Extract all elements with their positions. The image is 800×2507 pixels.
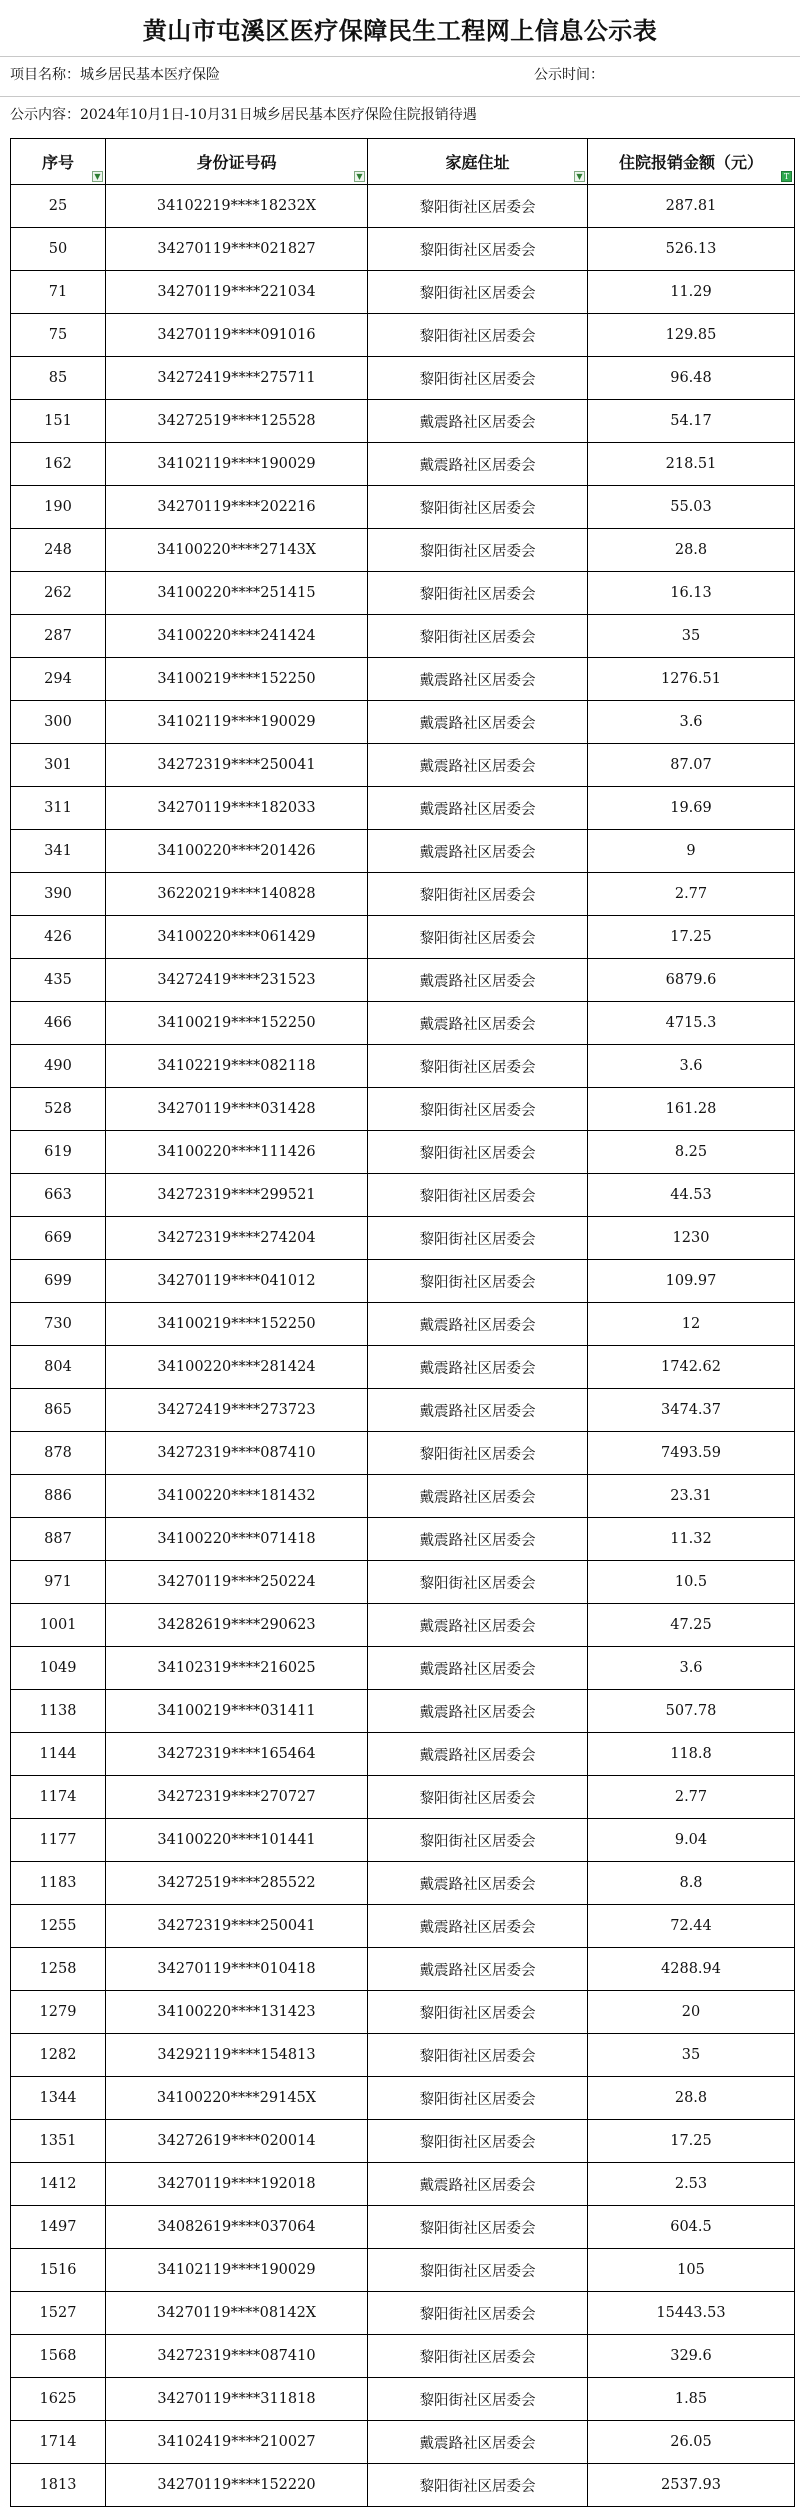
id-number-cell: 34272319****250041 <box>106 1905 368 1948</box>
address-cell: 黎阳街社区居委会 <box>368 271 588 314</box>
serial-cell: 1714 <box>11 2421 106 2464</box>
table-row <box>11 1475 795 1518</box>
table-row <box>11 1131 795 1174</box>
serial-cell: 1351 <box>11 2120 106 2163</box>
address-cell: 黎阳街社区居委会 <box>368 1045 588 1088</box>
id-number-cell: 34102119****190029 <box>106 443 368 486</box>
address-cell: 戴震路社区居委会 <box>368 787 588 830</box>
amount-cell: 1742.62 <box>588 1346 795 1389</box>
amount-cell: 3474.37 <box>588 1389 795 1432</box>
table-row <box>11 959 795 1002</box>
amount-cell: 9 <box>588 830 795 873</box>
address-cell: 戴震路社区居委会 <box>368 1475 588 1518</box>
address-cell: 黎阳街社区居委会 <box>368 1991 588 2034</box>
table-row <box>11 787 795 830</box>
amount-cell: 604.5 <box>588 2206 795 2249</box>
id-number-cell: 34100220****27143X <box>106 529 368 572</box>
amount-cell: 105 <box>588 2249 795 2292</box>
table-row <box>11 1733 795 1776</box>
table-row <box>11 701 795 744</box>
id-number-cell: 34272319****165464 <box>106 1733 368 1776</box>
amount-cell: 35 <box>588 2034 795 2077</box>
table-row <box>11 2335 795 2378</box>
header-amount <box>588 139 795 185</box>
id-number-cell: 34270119****221034 <box>106 271 368 314</box>
project-label: 项目名称： <box>10 67 80 83</box>
address-cell: 戴震路社区居委会 <box>368 1948 588 1991</box>
id-number-cell: 34270119****250224 <box>106 1561 368 1604</box>
address-cell: 黎阳街社区居委会 <box>368 1217 588 1260</box>
header-id-number <box>106 139 368 185</box>
amount-cell: 109.97 <box>588 1260 795 1303</box>
address-cell: 黎阳街社区居委会 <box>368 2206 588 2249</box>
table-row <box>11 2034 795 2077</box>
serial-cell: 426 <box>11 916 106 959</box>
amount-cell: 28.8 <box>588 2077 795 2120</box>
address-cell: 戴震路社区居委会 <box>368 959 588 1002</box>
id-number-cell: 34102119****190029 <box>106 2249 368 2292</box>
id-number-cell: 34102319****216025 <box>106 1647 368 1690</box>
address-cell: 戴震路社区居委会 <box>368 443 588 486</box>
id-number-cell: 34100219****152250 <box>106 658 368 701</box>
table-row <box>11 357 795 400</box>
serial-cell: 663 <box>11 1174 106 1217</box>
table-row <box>11 2464 795 2507</box>
table-row <box>11 2249 795 2292</box>
address-cell: 戴震路社区居委会 <box>368 1647 588 1690</box>
id-number-cell: 34270119****182033 <box>106 787 368 830</box>
serial-cell: 1177 <box>11 1819 106 1862</box>
serial-cell: 528 <box>11 1088 106 1131</box>
content-info-row <box>0 96 800 131</box>
serial-cell: 669 <box>11 1217 106 1260</box>
address-cell: 黎阳街社区居委会 <box>368 357 588 400</box>
amount-cell: 161.28 <box>588 1088 795 1131</box>
amount-cell: 10.5 <box>588 1561 795 1604</box>
address-cell: 戴震路社区居委会 <box>368 1002 588 1045</box>
table-row <box>11 1905 795 1948</box>
id-number-cell: 34100220****071418 <box>106 1518 368 1561</box>
id-number-cell: 34272319****087410 <box>106 1432 368 1475</box>
id-number-cell: 34292119****154813 <box>106 2034 368 2077</box>
id-number-cell: 34102119****190029 <box>106 701 368 744</box>
address-cell: 黎阳街社区居委会 <box>368 2335 588 2378</box>
id-number-cell: 34100220****101441 <box>106 1819 368 1862</box>
id-number-cell: 34270119****031428 <box>106 1088 368 1131</box>
amount-cell: 55.03 <box>588 486 795 529</box>
content-info <box>10 104 477 124</box>
table-row <box>11 1002 795 1045</box>
content-text: 2024年10月1日-10月31日城乡居民基本医疗保险住院报销待遇 <box>80 107 477 123</box>
project-name: 城乡居民基本医疗保险 <box>80 67 220 83</box>
serial-cell: 25 <box>11 185 106 228</box>
address-cell: 戴震路社区居委会 <box>368 1862 588 1905</box>
amount-cell: 118.8 <box>588 1733 795 1776</box>
serial-cell: 50 <box>11 228 106 271</box>
table-row <box>11 1432 795 1475</box>
table-row <box>11 1088 795 1131</box>
address-cell: 黎阳街社区居委会 <box>368 1260 588 1303</box>
address-cell: 黎阳街社区居委会 <box>368 2464 588 2507</box>
amount-cell: 3.6 <box>588 1045 795 1088</box>
serial-cell: 1497 <box>11 2206 106 2249</box>
serial-cell: 1527 <box>11 2292 106 2335</box>
address-cell: 黎阳街社区居委会 <box>368 185 588 228</box>
id-number-cell: 34282619****290623 <box>106 1604 368 1647</box>
address-cell: 黎阳街社区居委会 <box>368 2120 588 2163</box>
header-id-label: 身份证号码 <box>196 153 277 172</box>
amount-cell: 129.85 <box>588 314 795 357</box>
amount-cell: 11.29 <box>588 271 795 314</box>
id-number-cell: 34272419****231523 <box>106 959 368 1002</box>
address-cell: 戴震路社区居委会 <box>368 701 588 744</box>
content-label: 公示内容： <box>10 107 80 123</box>
address-cell: 黎阳街社区居委会 <box>368 2034 588 2077</box>
table-row <box>11 1346 795 1389</box>
serial-cell: 1001 <box>11 1604 106 1647</box>
id-number-cell: 34270119****091016 <box>106 314 368 357</box>
table-row <box>11 2120 795 2163</box>
serial-cell: 71 <box>11 271 106 314</box>
header-address-label: 家庭住址 <box>445 153 510 172</box>
serial-cell: 75 <box>11 314 106 357</box>
id-number-cell: 34270119****311818 <box>106 2378 368 2421</box>
address-cell: 戴震路社区居委会 <box>368 1303 588 1346</box>
serial-cell: 886 <box>11 1475 106 1518</box>
table-row <box>11 916 795 959</box>
header-amount-label: 住院报销金额（元） <box>618 153 763 172</box>
id-number-cell: 34102219****18232X <box>106 185 368 228</box>
table-row <box>11 1174 795 1217</box>
address-cell: 戴震路社区居委会 <box>368 2163 588 2206</box>
amount-cell: 20 <box>588 1991 795 2034</box>
serial-cell: 1255 <box>11 1905 106 1948</box>
serial-cell: 190 <box>11 486 106 529</box>
amount-cell: 1276.51 <box>588 658 795 701</box>
table-row <box>11 1561 795 1604</box>
serial-cell: 1813 <box>11 2464 106 2507</box>
address-cell: 黎阳街社区居委会 <box>368 1432 588 1475</box>
id-number-cell: 34100220****061429 <box>106 916 368 959</box>
serial-cell: 1258 <box>11 1948 106 1991</box>
serial-cell: 865 <box>11 1389 106 1432</box>
address-cell: 黎阳街社区居委会 <box>368 572 588 615</box>
id-number-cell: 34270119****152220 <box>106 2464 368 2507</box>
table-row <box>11 1518 795 1561</box>
id-number-cell: 34272419****273723 <box>106 1389 368 1432</box>
filter-dropdown-icon[interactable]: ▼ <box>574 171 585 182</box>
table-row <box>11 1217 795 1260</box>
amount-cell: 1.85 <box>588 2378 795 2421</box>
amount-cell: 329.6 <box>588 2335 795 2378</box>
amount-cell: 526.13 <box>588 228 795 271</box>
id-number-cell: 34100220****111426 <box>106 1131 368 1174</box>
table-row <box>11 185 795 228</box>
serial-cell: 971 <box>11 1561 106 1604</box>
address-cell: 戴震路社区居委会 <box>368 400 588 443</box>
table-row <box>11 1045 795 1088</box>
id-number-cell: 34100219****152250 <box>106 1002 368 1045</box>
serial-cell: 1344 <box>11 2077 106 2120</box>
serial-cell: 162 <box>11 443 106 486</box>
table-row <box>11 271 795 314</box>
serial-cell: 730 <box>11 1303 106 1346</box>
amount-cell: 287.81 <box>588 185 795 228</box>
filter-active-icon[interactable]: T <box>781 171 792 182</box>
table-row <box>11 572 795 615</box>
table-row <box>11 2292 795 2335</box>
serial-cell: 804 <box>11 1346 106 1389</box>
amount-cell: 8.25 <box>588 1131 795 1174</box>
id-number-cell: 34270119****08142X <box>106 2292 368 2335</box>
address-cell: 黎阳街社区居委会 <box>368 873 588 916</box>
id-number-cell: 34272519****285522 <box>106 1862 368 1905</box>
amount-cell: 9.04 <box>588 1819 795 1862</box>
serial-cell: 341 <box>11 830 106 873</box>
table-row <box>11 1389 795 1432</box>
id-number-cell: 34270119****192018 <box>106 2163 368 2206</box>
amount-cell: 2.77 <box>588 873 795 916</box>
id-number-cell: 34100220****241424 <box>106 615 368 658</box>
amount-cell: 16.13 <box>588 572 795 615</box>
amount-cell: 54.17 <box>588 400 795 443</box>
id-number-cell: 34082619****037064 <box>106 2206 368 2249</box>
table-row <box>11 2206 795 2249</box>
serial-cell: 1568 <box>11 2335 106 2378</box>
amount-cell: 44.53 <box>588 1174 795 1217</box>
table-row <box>11 400 795 443</box>
serial-cell: 466 <box>11 1002 106 1045</box>
page-title: 黄山市屯溪区医疗保障民生工程网上信息公示表 <box>142 15 658 45</box>
serial-cell: 1279 <box>11 1991 106 2034</box>
amount-cell: 19.69 <box>588 787 795 830</box>
address-cell: 戴震路社区居委会 <box>368 1518 588 1561</box>
address-cell: 戴震路社区居委会 <box>368 1905 588 1948</box>
address-cell: 黎阳街社区居委会 <box>368 1776 588 1819</box>
id-number-cell: 34272619****020014 <box>106 2120 368 2163</box>
amount-cell: 4715.3 <box>588 1002 795 1045</box>
id-number-cell: 34100219****031411 <box>106 1690 368 1733</box>
amount-cell: 47.25 <box>588 1604 795 1647</box>
serial-cell: 294 <box>11 658 106 701</box>
amount-cell: 26.05 <box>588 2421 795 2464</box>
amount-cell: 507.78 <box>588 1690 795 1733</box>
id-number-cell: 34100220****131423 <box>106 1991 368 2034</box>
id-number-cell: 34270119****202216 <box>106 486 368 529</box>
amount-cell: 2537.93 <box>588 2464 795 2507</box>
id-number-cell: 34272319****270727 <box>106 1776 368 1819</box>
table-row <box>11 486 795 529</box>
reimbursement-table <box>10 138 795 2507</box>
table-row <box>11 443 795 486</box>
address-cell: 黎阳街社区居委会 <box>368 2077 588 2120</box>
amount-cell: 218.51 <box>588 443 795 486</box>
publish-time-label: 公示时间： <box>534 67 604 83</box>
table-row <box>11 228 795 271</box>
address-cell: 戴震路社区居委会 <box>368 1389 588 1432</box>
amount-cell: 8.8 <box>588 1862 795 1905</box>
amount-cell: 15443.53 <box>588 2292 795 2335</box>
id-number-cell: 34100220****181432 <box>106 1475 368 1518</box>
filter-dropdown-icon[interactable]: ▼ <box>354 171 365 182</box>
address-cell: 黎阳街社区居委会 <box>368 1174 588 1217</box>
serial-cell: 490 <box>11 1045 106 1088</box>
table-row <box>11 1303 795 1346</box>
amount-cell: 28.8 <box>588 529 795 572</box>
serial-cell: 1282 <box>11 2034 106 2077</box>
serial-cell: 151 <box>11 400 106 443</box>
serial-cell: 311 <box>11 787 106 830</box>
table-row <box>11 744 795 787</box>
serial-cell: 1174 <box>11 1776 106 1819</box>
header-serial <box>11 139 106 185</box>
table-row <box>11 1604 795 1647</box>
address-cell: 黎阳街社区居委会 <box>368 2292 588 2335</box>
address-cell: 戴震路社区居委会 <box>368 830 588 873</box>
id-number-cell: 34272419****275711 <box>106 357 368 400</box>
id-number-cell: 36220219****140828 <box>106 873 368 916</box>
amount-cell: 2.53 <box>588 2163 795 2206</box>
id-number-cell: 34100220****29145X <box>106 2077 368 2120</box>
serial-cell: 1138 <box>11 1690 106 1733</box>
address-cell: 黎阳街社区居委会 <box>368 1131 588 1174</box>
serial-cell: 300 <box>11 701 106 744</box>
serial-cell: 1183 <box>11 1862 106 1905</box>
table-row <box>11 615 795 658</box>
amount-cell: 23.31 <box>588 1475 795 1518</box>
serial-cell: 287 <box>11 615 106 658</box>
address-cell: 黎阳街社区居委会 <box>368 2378 588 2421</box>
amount-cell: 2.77 <box>588 1776 795 1819</box>
table-row <box>11 658 795 701</box>
table-row <box>11 1260 795 1303</box>
id-number-cell: 34102219****082118 <box>106 1045 368 1088</box>
serial-cell: 1412 <box>11 2163 106 2206</box>
id-number-cell: 34272319****250041 <box>106 744 368 787</box>
table-row <box>11 314 795 357</box>
table-row <box>11 1991 795 2034</box>
table-row <box>11 873 795 916</box>
serial-cell: 699 <box>11 1260 106 1303</box>
serial-cell: 435 <box>11 959 106 1002</box>
amount-cell: 96.48 <box>588 357 795 400</box>
id-number-cell: 34100220****281424 <box>106 1346 368 1389</box>
header-address <box>368 139 588 185</box>
header-serial-label: 序号 <box>41 153 74 172</box>
amount-cell: 72.44 <box>588 1905 795 1948</box>
id-number-cell: 34270119****041012 <box>106 1260 368 1303</box>
serial-cell: 248 <box>11 529 106 572</box>
serial-cell: 878 <box>11 1432 106 1475</box>
serial-cell: 619 <box>11 1131 106 1174</box>
id-number-cell: 34270119****021827 <box>106 228 368 271</box>
table-row <box>11 830 795 873</box>
table-row <box>11 1647 795 1690</box>
address-cell: 黎阳街社区居委会 <box>368 314 588 357</box>
address-cell: 黎阳街社区居委会 <box>368 1819 588 1862</box>
address-cell: 戴震路社区居委会 <box>368 2421 588 2464</box>
serial-cell: 390 <box>11 873 106 916</box>
address-cell: 戴震路社区居委会 <box>368 1733 588 1776</box>
table-row <box>11 2163 795 2206</box>
amount-cell: 7493.59 <box>588 1432 795 1475</box>
amount-cell: 17.25 <box>588 2120 795 2163</box>
address-cell: 戴震路社区居委会 <box>368 1604 588 1647</box>
serial-cell: 301 <box>11 744 106 787</box>
address-cell: 黎阳街社区居委会 <box>368 1561 588 1604</box>
address-cell: 黎阳街社区居委会 <box>368 486 588 529</box>
address-cell: 黎阳街社区居委会 <box>368 228 588 271</box>
project-info <box>10 64 220 84</box>
serial-cell: 85 <box>11 357 106 400</box>
serial-cell: 1049 <box>11 1647 106 1690</box>
table-row <box>11 1948 795 1991</box>
serial-cell: 1516 <box>11 2249 106 2292</box>
table-row <box>11 529 795 572</box>
filter-dropdown-icon[interactable]: ▼ <box>92 171 103 182</box>
amount-cell: 11.32 <box>588 1518 795 1561</box>
id-number-cell: 34102419****210027 <box>106 2421 368 2464</box>
serial-cell: 1144 <box>11 1733 106 1776</box>
table-row <box>11 2421 795 2464</box>
address-cell: 黎阳街社区居委会 <box>368 615 588 658</box>
table-row <box>11 2378 795 2421</box>
amount-cell: 3.6 <box>588 1647 795 1690</box>
project-info-row <box>0 56 800 91</box>
amount-cell: 35 <box>588 615 795 658</box>
address-cell: 黎阳街社区居委会 <box>368 916 588 959</box>
table-row <box>11 1819 795 1862</box>
id-number-cell: 34272519****125528 <box>106 400 368 443</box>
address-cell: 戴震路社区居委会 <box>368 744 588 787</box>
table-body <box>11 185 795 2507</box>
address-cell: 戴震路社区居委会 <box>368 1346 588 1389</box>
serial-cell: 887 <box>11 1518 106 1561</box>
amount-cell: 1230 <box>588 1217 795 1260</box>
amount-cell: 87.07 <box>588 744 795 787</box>
id-number-cell: 34272319****299521 <box>106 1174 368 1217</box>
address-cell: 黎阳街社区居委会 <box>368 2249 588 2292</box>
id-number-cell: 34100220****251415 <box>106 572 368 615</box>
serial-cell: 262 <box>11 572 106 615</box>
id-number-cell: 34100219****152250 <box>106 1303 368 1346</box>
amount-cell: 12 <box>588 1303 795 1346</box>
amount-cell: 17.25 <box>588 916 795 959</box>
amount-cell: 6879.6 <box>588 959 795 1002</box>
address-cell: 戴震路社区居委会 <box>368 658 588 701</box>
table-row <box>11 1862 795 1905</box>
table-row <box>11 2077 795 2120</box>
address-cell: 黎阳街社区居委会 <box>368 1088 588 1131</box>
amount-cell: 3.6 <box>588 701 795 744</box>
id-number-cell: 34272319****274204 <box>106 1217 368 1260</box>
table-row <box>11 1776 795 1819</box>
address-cell: 黎阳街社区居委会 <box>368 529 588 572</box>
amount-cell: 4288.94 <box>588 1948 795 1991</box>
table-row <box>11 1690 795 1733</box>
address-cell: 戴震路社区居委会 <box>368 1690 588 1733</box>
table-header-row <box>11 139 795 185</box>
serial-cell: 1625 <box>11 2378 106 2421</box>
id-number-cell: 34272319****087410 <box>106 2335 368 2378</box>
id-number-cell: 34270119****010418 <box>106 1948 368 1991</box>
id-number-cell: 34100220****201426 <box>106 830 368 873</box>
